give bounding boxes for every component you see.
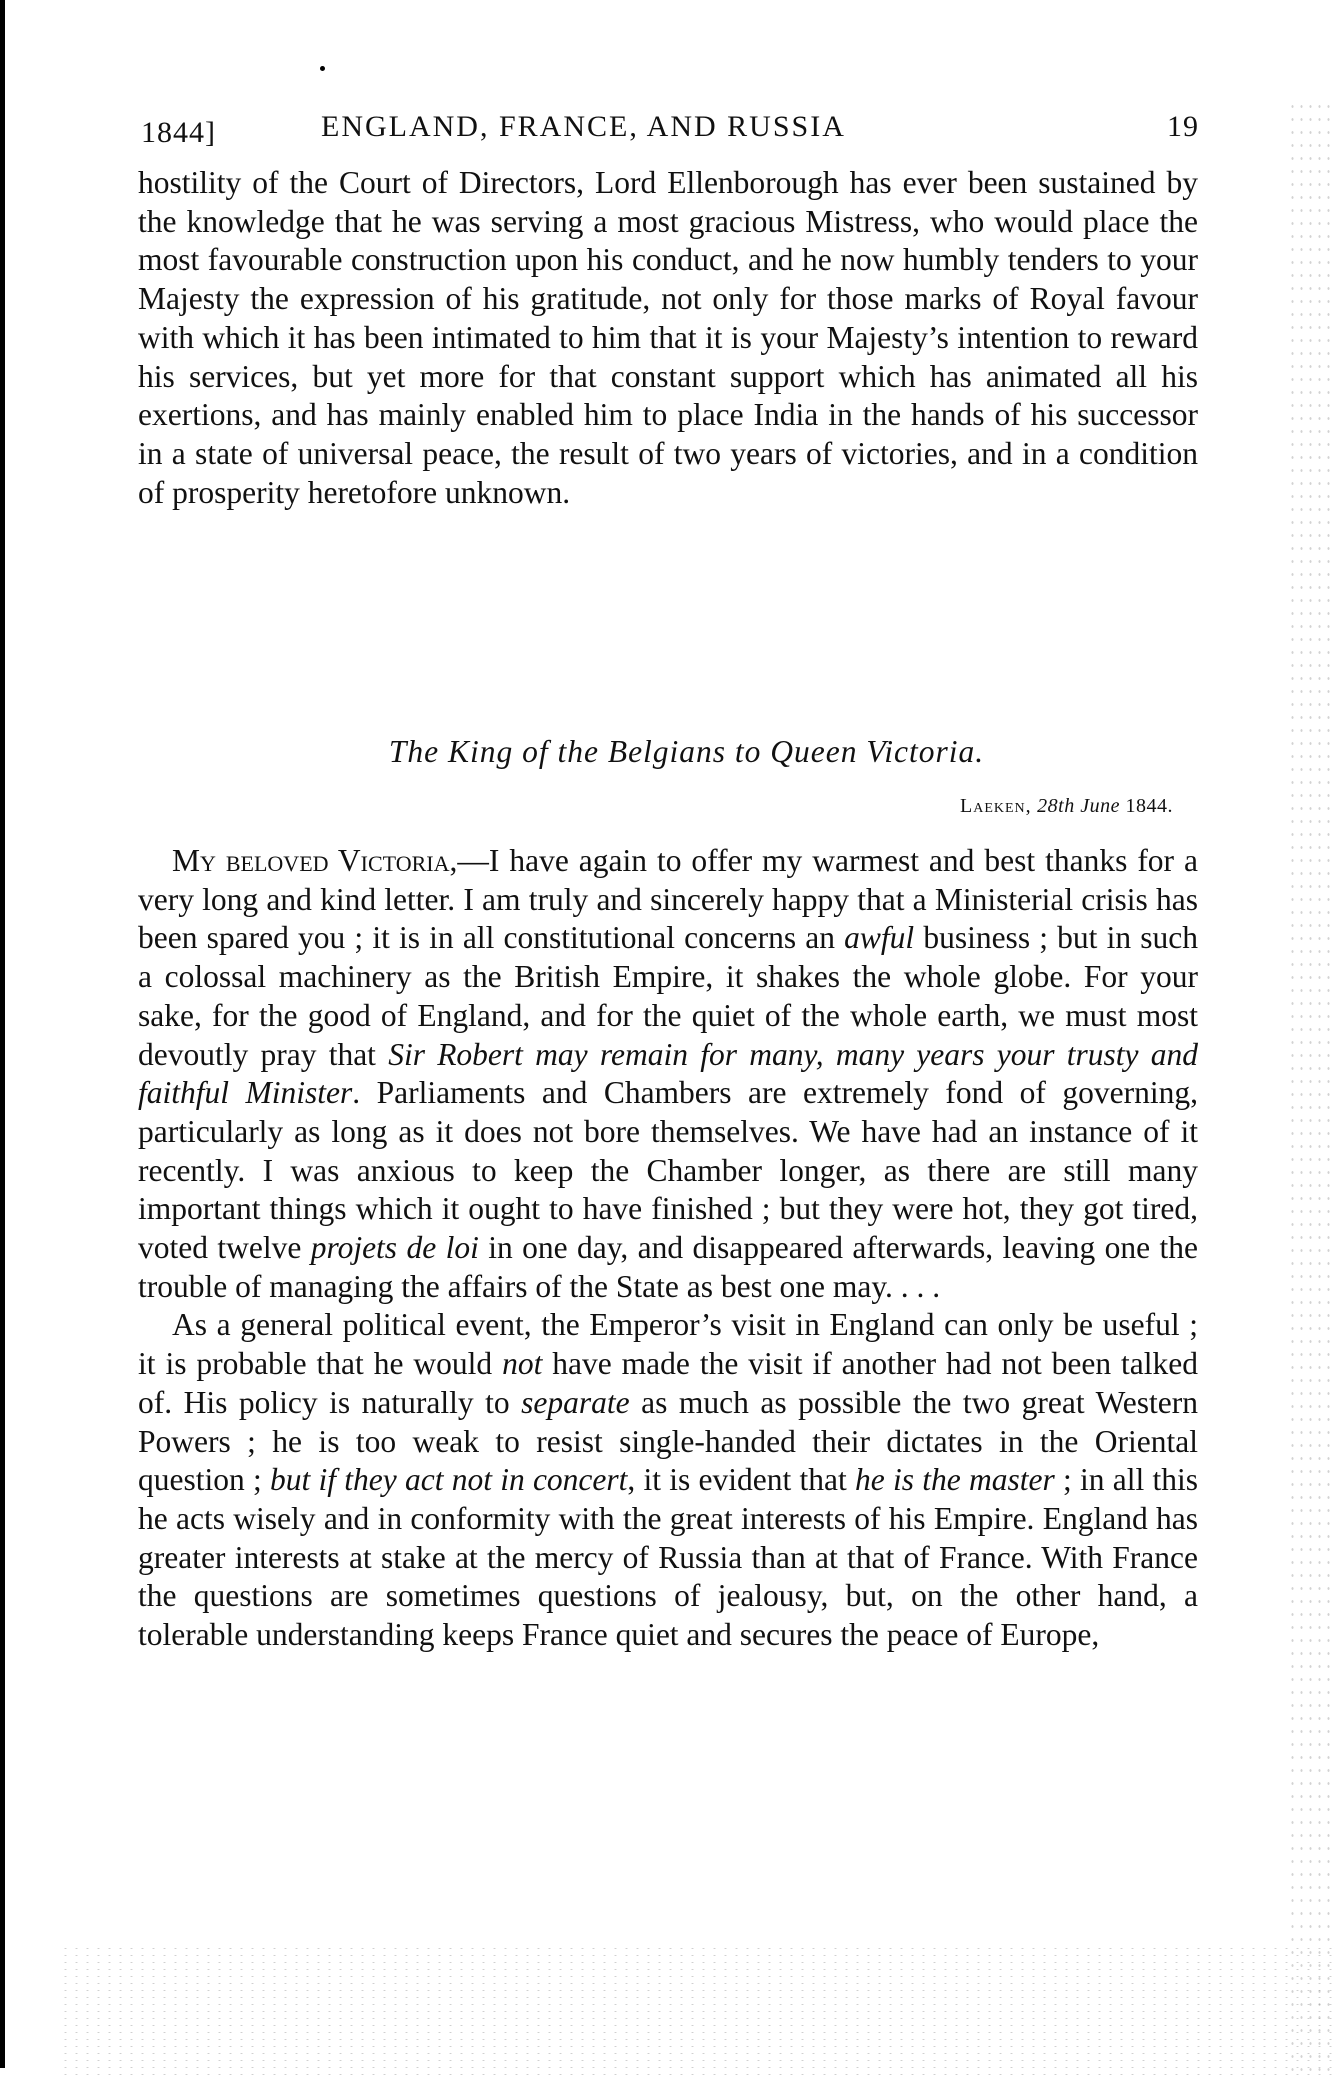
- scan-noise-bottom-margin: [60, 1945, 1333, 2075]
- paragraph-1-segment: —I have again to offer my warmest and best thanks for a very long and kind letter. I am truly and sincerely happy that a Ministerial crisis has been spared you ; it is in all constitutional concerns an: [138, 843, 1198, 956]
- continuation-paragraph-text: hostility of the Court of Directors, Lord Ellenborough has ever been sustained by the knowledge that he was serving a most gracious Mistress, who would place the most favourable construction upon his conduct, and he now humbly tenders to your Majesty the expression of his gratitude, not only for those marks of Royal favour with which it has been intimated to him that it is your Majesty’s intention to reward his services, but yet more for that constant support which has animated all his exertions, and has mainly enabled him to place India in the hands of his successor in a state of universal peace, the result of two years of victories, and in a condition of prosperity heretofore unknown.: [138, 165, 1198, 510]
- continuation-paragraph: [138, 164, 1198, 512]
- dateline-year: 1844.: [1125, 795, 1173, 817]
- running-head: [141, 110, 1199, 154]
- letter-paragraph-1: [138, 842, 1198, 1306]
- paragraph-2-emphasis: he is the master: [855, 1462, 1055, 1498]
- page-number: 19: [1167, 110, 1199, 143]
- running-head-title: ENGLAND, FRANCE, AND RUSSIA: [321, 110, 846, 143]
- dateline-day: 28th: [1037, 795, 1075, 817]
- dateline-place: Laeken,: [960, 795, 1032, 817]
- letter-body: [138, 842, 1198, 1655]
- paragraph-2-emphasis: separate: [521, 1384, 630, 1420]
- paragraph-2-emphasis: not: [502, 1346, 543, 1382]
- paragraph-1-segment: business ; but in such a colossal machinery as the British Empire, it shakes the whole globe. For your sake, for the good of England, and for the quiet of the whole earth, we must most devoutly pray that: [138, 920, 1198, 1072]
- letter-salutation: My beloved Victoria,: [172, 843, 458, 878]
- scan-binding-edge: [0, 0, 5, 2068]
- letter-heading: The King of the Belgians to Queen Victoria.: [388, 734, 985, 769]
- dateline-month: June: [1080, 795, 1120, 817]
- paragraph-1-emphasis: projets de loi: [310, 1230, 479, 1266]
- letter-paragraph-2: [138, 1306, 1198, 1654]
- paragraph-1-emphasis: Sir Robert may remain for many, many years your trusty and faithful Minister: [138, 1036, 1198, 1111]
- paragraph-2-segment: as much as possible the two great Western Powers ; he is too weak to resist single-handed their dictates in the Oriental question ;: [138, 1384, 1198, 1498]
- paragraph-1-segment: in one day, and disappeared afterwards, leaving one the trouble of managing the affairs of the State as best one may. . . .: [138, 1230, 1198, 1304]
- scan-noise-right-margin: [1288, 100, 1333, 2075]
- paragraph-2-segment: , it is evident that: [627, 1462, 856, 1498]
- paragraph-1-segment: . Parliaments and Chambers are extremely fond of governing, particularly as long as it does not bore themselves. We have had an instance of it recently. I was anxious to keep the Chamber longer, as there are still many important things which it ought to have finished ; but they were hot, they got tired, voted twelve: [138, 1075, 1198, 1266]
- paragraph-2-segment: As a general political event, the Emperor’s visit in England can only be useful ; it is probable that he would: [138, 1307, 1198, 1382]
- letter-dateline: [960, 795, 1173, 818]
- scan-speck: [320, 66, 325, 71]
- paragraph-1-emphasis: awful: [844, 920, 915, 956]
- paragraph-2-emphasis: but if they act not in concert: [270, 1462, 628, 1498]
- paragraph-2-segment: have made the visit if another had not been talked of. His policy is naturally to: [138, 1346, 1199, 1420]
- running-head-year: 1844]: [141, 116, 216, 149]
- paragraph-2-segment: ; in all this he acts wisely and in conformity with the great interests of his Empire. England has greater interests at stake at the mercy of Russia than at that of France. With France the questions are sometimes questions of jealousy, but, on the other hand, a tolerable understanding keeps France quiet and secures the peace of Europe,: [138, 1462, 1198, 1653]
